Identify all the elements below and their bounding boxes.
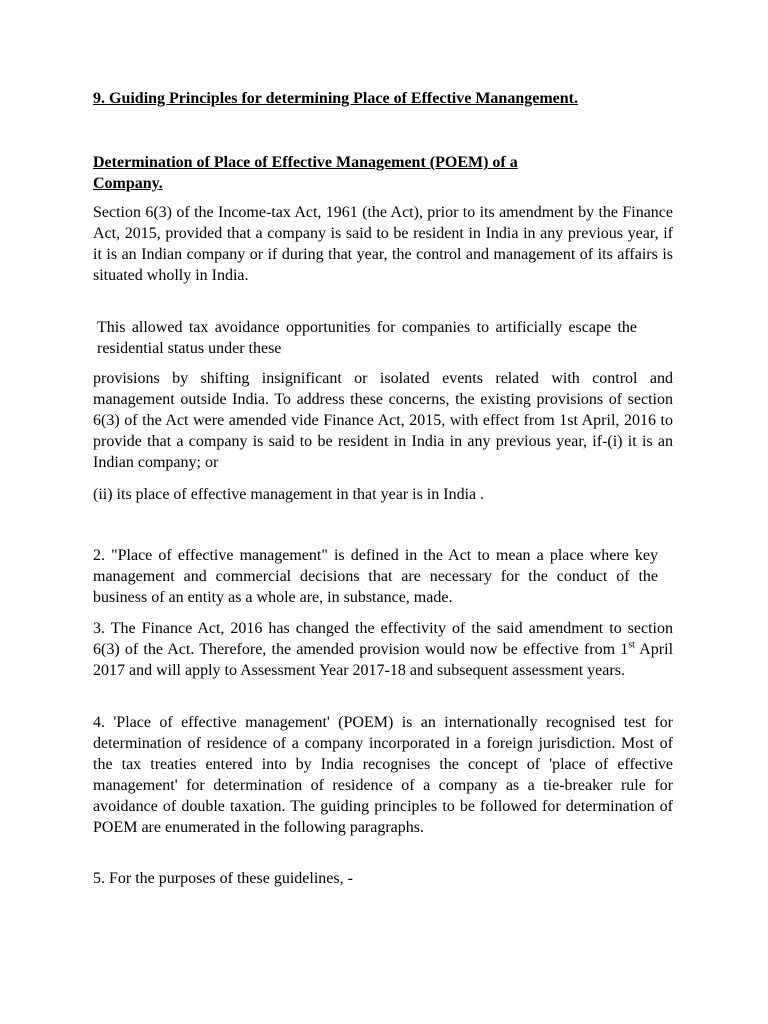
paragraph-section-6-3: Section 6(3) of the Income-tax Act, 1961 (the Act), prior to its amendment by the Finance Act, 2015, provided that a company is said to be resident in India in any previous year, if it is an Indian company or if during that year, the control and management of its affairs is situated wholly in India.: [93, 204, 673, 284]
subsection-heading-line1: Determination of Place of Effective Management (POEM) of a: [93, 154, 518, 171]
paragraph-provisions-amended: provisions by shifting insignificant or isolated events related with control and management outside India. To address these concerns, the existing provisions of section 6(3) of the Act were amended vide Finance Act, 2015, with effect from 1st April, 2016 to provide that a company is said to be resident in India in any previous year, if-(i) it is an Indian company; or: [93, 370, 673, 471]
paragraph-5-guidelines: 5. For the purposes of these guidelines, -: [93, 870, 353, 887]
p6-text-start: 3. The Finance Act, 2016 has changed the effectivity of the said amendment to section 6(3) of the Act. Therefore, the amended provision would now be effective from 1: [93, 620, 673, 658]
section-heading: 9. Guiding Principles for determining Place of Effective Manangement.: [93, 90, 578, 107]
subsection-heading-line2: Company.: [93, 175, 163, 192]
paragraph-4-poem-test: 4. 'Place of effective management' (POEM) is an internationally recognised test for determination of residence of a company incorporated in a foreign jurisdiction. Most of the tax treaties entered into by India recognises the concept of 'place of effective management' for determination of residence of a company as a tie-breaker rule for avoidance of double taxation. The guiding principles to be followed for determination of POEM are enumerated in the following paragraphs.: [93, 714, 673, 836]
paragraph-tax-avoidance: This allowed tax avoidance opportunities for companies to artificially escape the residential status under these: [97, 319, 637, 357]
paragraph-3-finance-act-2016: [93, 618, 673, 681]
p6-text-end: April 2017 and will apply to Assessment Year 2017-18 and subsequent assessment years.: [93, 641, 674, 679]
paragraph-2-definition: 2. "Place of effective management" is defined in the Act to mean a place where key management and commercial decisions that are necessary for the conduct of the business of an entity as a whole are, in substance, made.: [93, 547, 658, 606]
paragraph-poem-in-india: (ii) its place of effective management in that year is in India .: [93, 486, 485, 503]
ordinal-suffix: st: [628, 639, 635, 651]
